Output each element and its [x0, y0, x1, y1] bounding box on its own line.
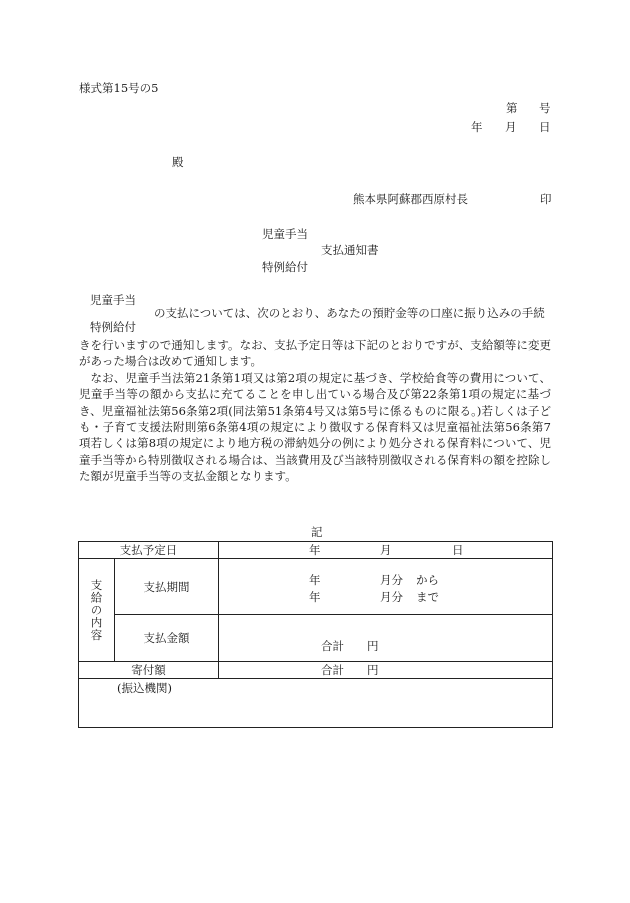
title-line-child-allowance: 児童手当	[262, 227, 308, 241]
details-vertical-label: 支給の内容	[89, 578, 104, 642]
table-row-donation	[79, 662, 553, 679]
period-to-tail: まで	[416, 590, 439, 604]
doc-number-suffix: 号	[539, 101, 551, 115]
period-value	[219, 559, 553, 615]
body-para2: なお、児童手当法第21条第1項又は第2項の規定に基づき、学校給食等の費用について、児童手当等の額から支払に充てることを申し出ている場合及び第22条第1項の規定に基づき、児童福祉法第56条第2項(同法第51条第4号又は第5号に係るものに限る。)若しくは子ども・子育て支援法附則第6条第4項の規定により徴収する保育料又は児童福祉法第56条第7項若しくは第8項の規定により地方税の滞納処分の例により処分される保育料について、児童手当等から特別徴収される場合は、当該費用及び当該特別徴収される保育料の額を控除した額が児童手当等の支払金額となります。	[79, 370, 551, 484]
issuer-name: 熊本県阿蘇郡西原村長	[353, 192, 468, 206]
addressee-suffix: 殿	[172, 155, 184, 169]
form-number: 様式第15号の5	[79, 81, 159, 95]
period-to-year: 年	[309, 590, 321, 604]
table-row-bank	[79, 679, 553, 728]
donation-unit: 円	[367, 662, 379, 677]
payment-date-month: 月	[380, 542, 392, 557]
table-row-amount	[79, 615, 553, 662]
details-group-label	[79, 559, 115, 662]
payment-date-day: 日	[452, 542, 464, 557]
table-row-payment-date	[79, 542, 553, 559]
title-line-special-benefit: 特例給付	[262, 260, 308, 274]
donation-total-label: 合計	[321, 662, 344, 677]
body-text	[79, 337, 551, 485]
amount-value	[219, 615, 553, 662]
date-day: 日	[539, 120, 551, 134]
payment-date-year: 年	[309, 542, 321, 557]
doc-number-prefix: 第	[506, 101, 518, 115]
bank-cell	[79, 679, 553, 728]
period-from-year: 年	[309, 573, 321, 587]
table-heading: 記	[311, 525, 323, 539]
period-from-month: 月分	[380, 573, 403, 587]
donation-value	[219, 662, 553, 679]
amount-total-label: 合計	[321, 639, 344, 653]
bank-label: (振込機関)	[117, 681, 172, 695]
amount-unit: 円	[367, 639, 379, 653]
table-row-period	[79, 559, 553, 615]
period-from-tail: から	[416, 573, 439, 587]
body-para1-rest: の支払については、次のとおり、あなたの預貯金等の口座に振り込みの手続	[154, 306, 545, 320]
period-label: 支払期間	[115, 559, 219, 615]
issuer-seal: 印	[540, 192, 552, 206]
body-para1-continuation: きを行いますので通知します。なお、支払予定日等は下記のとおりですが、支給額等に変更があった場合は改めて通知します。	[79, 338, 551, 369]
body-para1-bottom: 特例給付	[90, 320, 136, 334]
date-year: 年	[471, 120, 483, 134]
payment-details-table	[78, 541, 553, 728]
payment-date-label: 支払予定日	[79, 542, 219, 559]
donation-label: 寄付額	[79, 662, 219, 679]
date-month: 月	[505, 120, 517, 134]
body-para1-top: 児童手当	[90, 293, 136, 307]
payment-date-value	[219, 542, 553, 559]
title-line-notice: 支払通知書	[321, 243, 379, 257]
period-to-month: 月分	[380, 590, 403, 604]
amount-label: 支払金額	[115, 615, 219, 662]
